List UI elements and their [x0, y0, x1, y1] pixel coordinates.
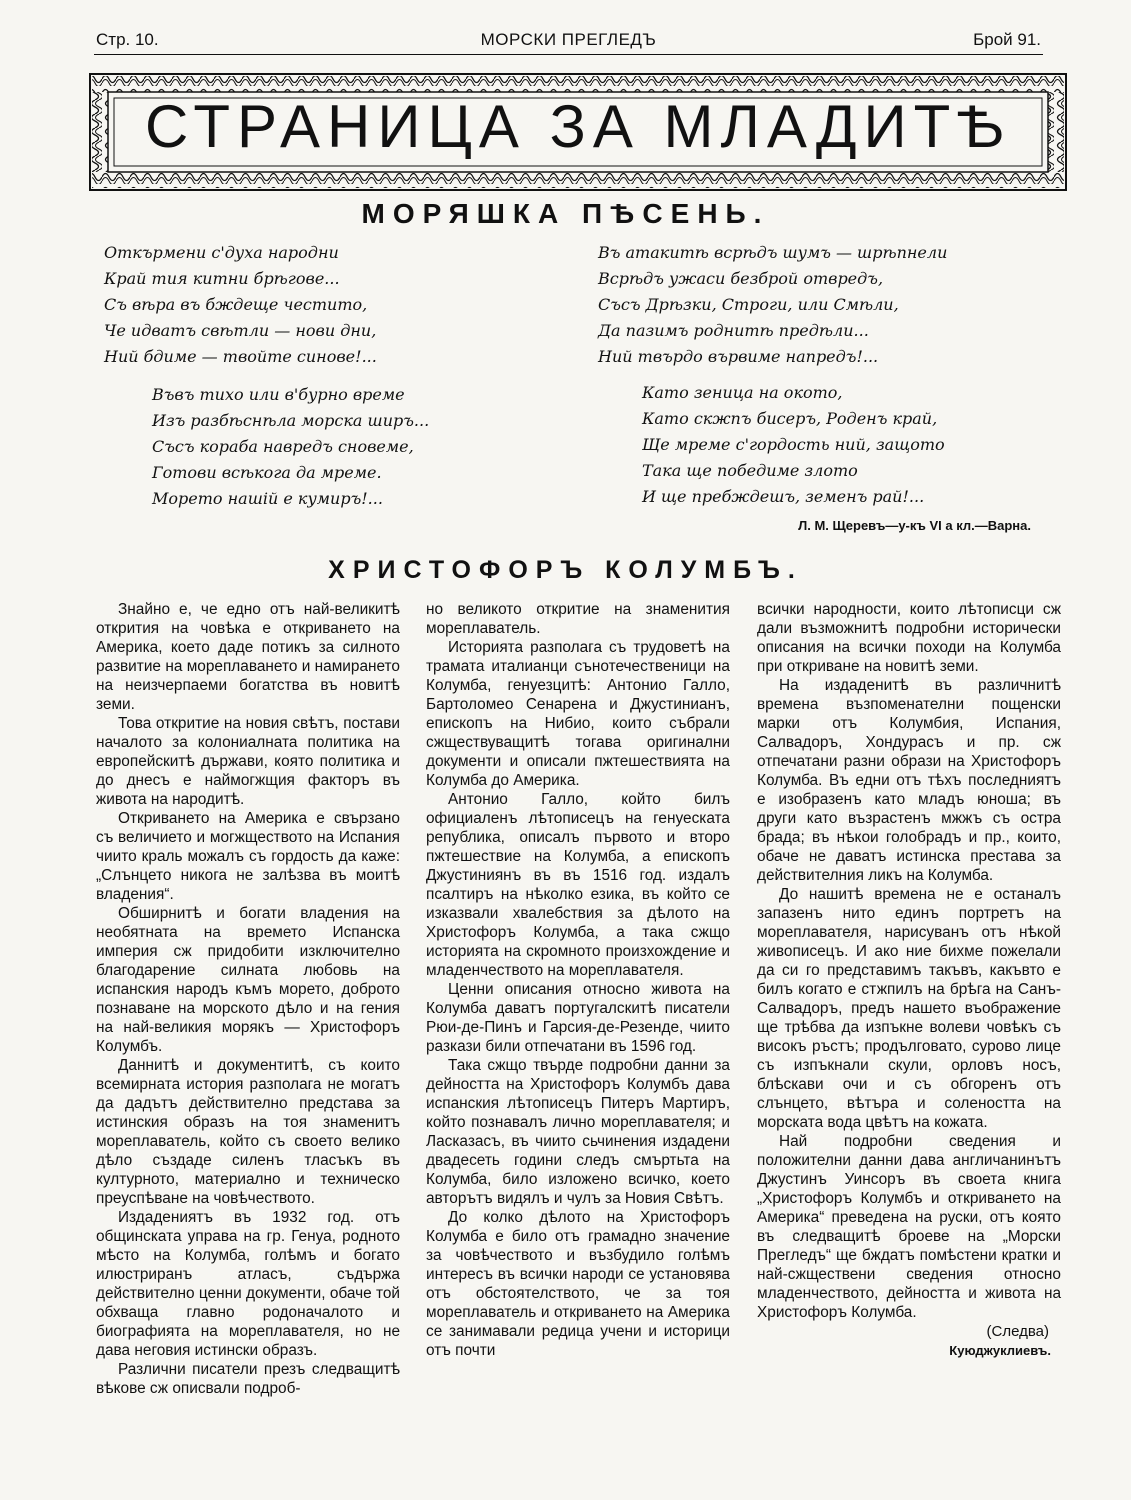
poem-line: Като зеница на окото,	[642, 383, 843, 402]
poem-line: Че идватъ свѣтли — нови дни,	[104, 321, 377, 340]
poem-line: Съсъ Дрѣзки, Строги, или Смѣли,	[598, 295, 899, 314]
poem-line: Като скжпъ бисеръ, Роденъ край,	[642, 409, 938, 428]
page-header	[96, 30, 1041, 54]
poem-line: Ний бдиме — твойте синове!...	[104, 347, 377, 366]
poem-line: Така ще победиме злото	[642, 461, 858, 480]
section-title: СТРАНИЦА ЗА МЛАДИТѢ	[145, 93, 1011, 160]
poem-line: Ний твърдо вървиме напредъ!...	[598, 347, 879, 366]
poem-line: Изъ разбѣснѣла морска ширъ...	[152, 411, 430, 430]
poem-line: Край тия китни брѣгове...	[104, 269, 340, 288]
poem-stanza-4	[642, 380, 945, 510]
journal-name: МОРСКИ ПРЕГЛЕДЪ	[480, 30, 657, 49]
poem-line: Съ вѣра въ бждеще честито,	[104, 295, 368, 314]
poem-line: И ще пребждешъ, земенъ рай!...	[642, 487, 925, 506]
paragraph: До нашитѣ времена не е останалъ запазенъ нито единъ портретъ на мореплавателя, нарисуванъ отъ нѣкой живописецъ. И ако ние бихме пожелали да си го представимъ такъвъ, какъвто е билъ когато е стжпилъ на брѣга на Санъ-Салвадоръ, предъ нашето въображение ще трѣбва да изпъкне волеви човѣкъ съ високъ ръстъ; продълговато, сурово лице съ изпъкнали скули, орловъ носъ, блѣскави очи и съ обгоренъ отъ слънцето, вѣтъра и солеността на морската вода цвѣтъ на кожата.	[757, 886, 1061, 1131]
paragraph: Най подробни сведения и положителни данни дава англичанинътъ Джустинъ Уинсоръ въ своета книга „Христофоръ Колумбъ и откриването на Америка“ преведена на руски, отъ която въ следващитѣ броеве на „Морски Прегледъ“ ще бждатъ помѣстени кратки и най-сжществени сведения относно младенчеството, дейността и живота на Христофоръ Колумба.	[757, 1133, 1061, 1321]
poem-line: Въвъ тихо или в'бурно време	[152, 385, 405, 404]
to-be-continued: (Следва)	[986, 1323, 1049, 1340]
article-column-2	[426, 600, 730, 1360]
article-title: ХРИСТОФОРЪ КОЛУМБЪ.	[328, 556, 803, 584]
poem-stanza-2	[152, 382, 429, 512]
paragraph: Обширнитѣ и богати владения на необятната на времето Испанска империя сж придобити изключително благодарение силната любовь на испанския народъ къмъ морето, доброто познаване на морското дѣло и на гения на най-великия морякъ — Христофоръ Колумбъ.	[96, 905, 400, 1055]
poem-signature: Л. М. Щеревъ—у-къ VI а кл.—Варна.	[798, 518, 1031, 533]
poem-stanza-1	[104, 240, 377, 370]
paragraph: Знайно е, че едно отъ най-великитѣ открития на човѣка е откриването на Америка, което даде потикъ за силното развитие на мореплаването и намирането на неизчерпаеми богатства въ новитѣ земи.	[96, 601, 400, 713]
section-banner	[88, 72, 1068, 192]
header-rule	[94, 54, 1043, 55]
paragraph: Така сжщо твърде подробни данни за дейността на Христофоръ Колумбъ дава испанския лѣтописецъ Питеръ Мартиръ, който познавалъ лично мореплавателя; и Ласказасъ, въ чиито сьчинения издадени двадесеть години следъ смъртьта на Колумба, било изложено всичко, което авторътъ видялъ и чулъ за Новия Свѣтъ.	[426, 1057, 730, 1207]
poem-stanza-3	[598, 240, 947, 370]
article-author: Куюджуклиевъ.	[949, 1343, 1051, 1358]
poem-line: Всрѣдъ ужаси безброй отвредъ,	[598, 269, 884, 288]
poem-line: Да пазимъ роднитѣ предѣли...	[598, 321, 869, 340]
page-number: Стр. 10.	[96, 30, 159, 49]
issue-number: Брой 91.	[973, 30, 1041, 49]
paragraph: Ценни описания относно живота на Колумба даватъ португалскитѣ писатели Рюи-де-Пинъ и Гарсия-де-Резенде, чиито разкази били отпечатани въ 1596 год.	[426, 981, 730, 1055]
paragraph: Това откритие на новия свѣтъ, постави началото за колониалната политика на европейскитѣ държави, която политика и до днесъ е наймогжщия факторъ въ живота на народитѣ.	[96, 715, 400, 808]
paragraph: Откриването на Америка е свързано съ величието и могжществото на Испания чиито краль можалъ съ гордость да каже: „Слънцето никога не залѣзва въ моитѣ владения“.	[96, 810, 400, 903]
poem-line: Готови всѣкога да мреме.	[152, 463, 382, 482]
paragraph: Антонио Галло, който билъ официаленъ лѣтописецъ на генуеската република, описалъ първото и второ пжтешествие на Колумба, а епископъ Джустиниянъ въ въ 1516 год. издалъ псалтиръ на нѣколко езика, въ който се изказвали хвалебствия за дѣлото на Христофоръ Колумба, а така сжщо историята на скромното произхождение и младенчеството на мореплавателя.	[426, 791, 730, 979]
poem-line: Откърмени с'духа народни	[104, 243, 339, 262]
article-column-3	[757, 600, 1061, 1360]
poem-line: Съсъ кораба навредъ сновеме,	[152, 437, 414, 456]
poem-line: Морето нашій е кумиръ!...	[152, 489, 383, 508]
poem-line: Въ атакитѣ всрѣдъ шумъ — шрѣпнели	[598, 243, 948, 262]
paragraph: Историята разполага съ трудоветѣ на трамата италианци сънотечественици на Колумба, генуезцитѣ: Антонио Галло, Бартоломео Сенарена и Джустинианъ, епископъ на Нибио, които събрали сжществуващитѣ тогава оригинални документи и описали пжтешествията на Колумба до Америка.	[426, 639, 730, 789]
paragraph: Издадениятъ въ 1932 год. отъ общинската управа на гр. Генуа, родното мѣсто на Колумба, голѣмъ и богато илюстриранъ атласъ, съдържа действително ценни документи, обаче той обхваща главно родоначалото и биографията на мореплавателя, но не дава неговия истински образъ.	[96, 1209, 400, 1359]
paragraph: всички народности, които лѣтописци сж дали възможнитѣ подробни исторически описания на всички походи на Колумба при откриване на новитѣ земи.	[757, 601, 1061, 675]
poem-line: Ще мреме с'гордость ний, защото	[642, 435, 945, 454]
paragraph: До колко дѣлото на Христофоръ Колумба е било отъ грамадно значение за човѣчеството и възбудило голѣмъ интересъ въ всички народи се установява отъ обстоятелството, че за тоя мореплаватель и откриването на Америка се занимавали редица учени и историци отъ почти	[426, 1209, 730, 1359]
paragraph: Различни писатели презъ следващитѣ вѣкове сж описвали подроб-	[96, 1361, 400, 1397]
paragraph: Даннитѣ и документитѣ, съ които всемирната история разполага не могатъ да дадътъ действително представа за истинския образъ на тоя знаменитъ мореплаватель, който съ своето велико дѣло създаде силенъ тласъкъ въ културното, материално и техническо преуспѣване на човѣчеството.	[96, 1057, 400, 1207]
article-column-1	[96, 600, 400, 1398]
poem-title: МОРЯШКА ПѢСЕНЬ.	[361, 198, 770, 229]
paragraph: На издаденитѣ въ различнитѣ времена възпоменателни пощенски марки отъ Колумбия, Испания, Салвадоръ, Хондурасъ и пр. сж отпечатани разни образи на Христофоръ Колумба. Въ едни отъ тѣхъ последниятъ е изобразенъ като младъ юноша; въ други като възрастенъ мжжъ съ остра брада; въ нѣкои голобрадъ и пр., които, обаче не даватъ истинска престава за действителния ликъ на Колумба.	[757, 677, 1061, 884]
paragraph: но великото откритие на знаменития мореплаватель.	[426, 601, 730, 637]
